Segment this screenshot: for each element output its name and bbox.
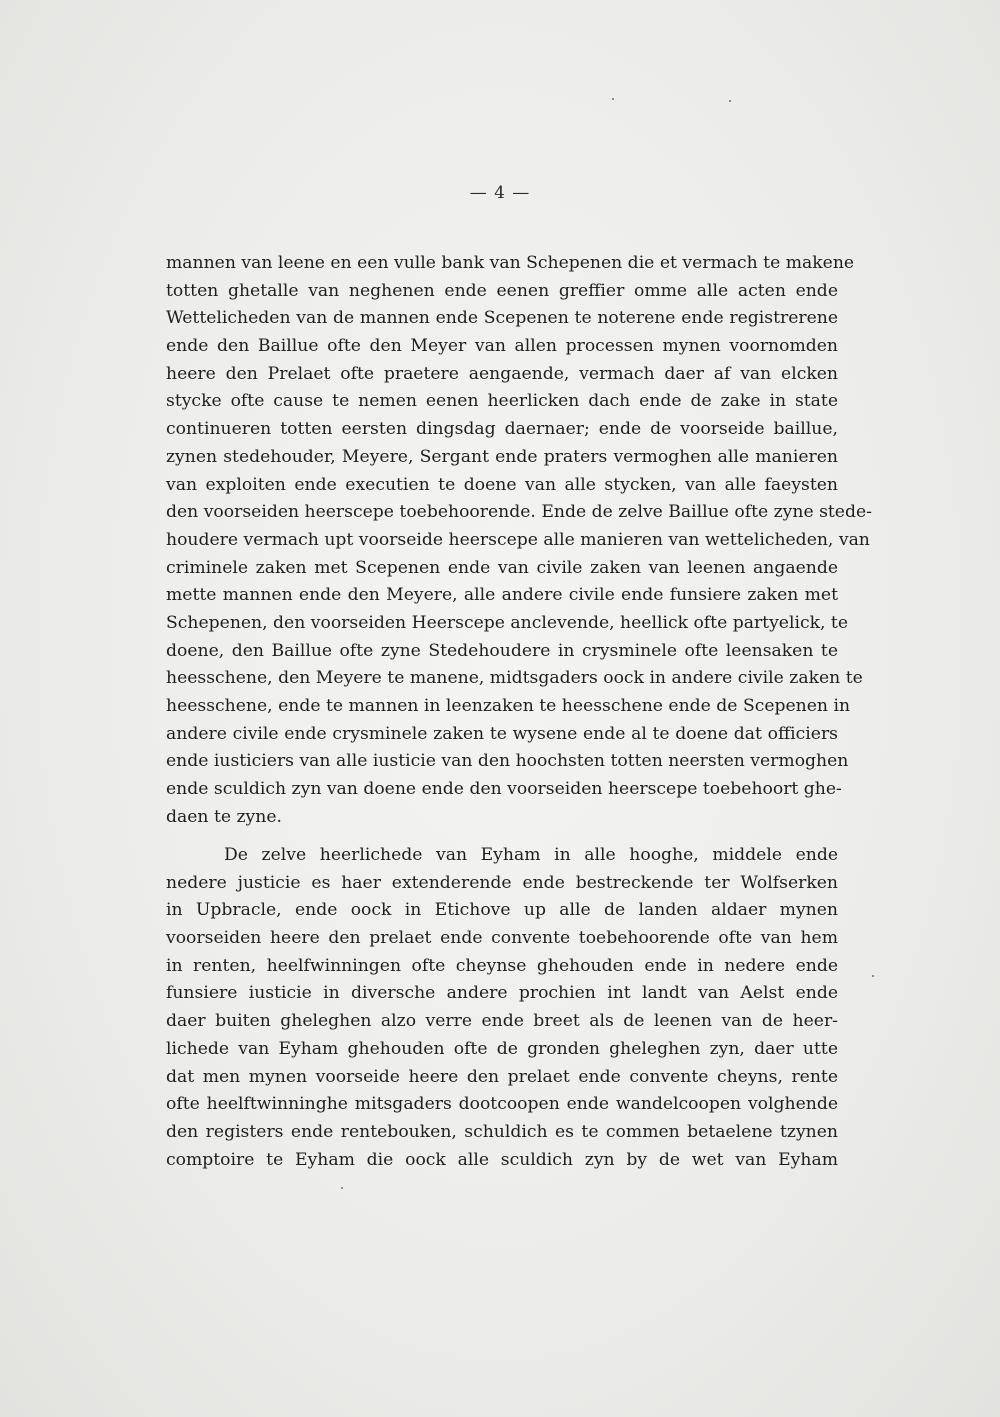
text-line: den voorseiden heerscepe toebehoorende. Ende de zelve Baillue ofte zyne stede- xyxy=(166,502,872,523)
text-line: De zelve heerlichede van Eyham in alle hooghe, middele ende xyxy=(224,845,838,865)
text-line: andere civile ende crysminele zaken te wysene ende al te doene dat officiers xyxy=(166,723,838,744)
text-line: doene, den Baillue ofte zyne Stedehoudere in crysminele ofte leensaken te xyxy=(166,640,838,661)
text-line: daer buiten gheleghen alzo verre ende breet als de leenen van de heer- xyxy=(166,1011,838,1032)
paragraph-2 xyxy=(166,842,838,1174)
text-line: ende den Baillue ofte den Meyer van allen processen mynen voornomden xyxy=(166,336,838,357)
text-line: in Upbracle, ende oock in Etichove up alle de landen aldaer mynen xyxy=(166,900,838,921)
text-line: ende iusticiers van alle iusticie van den hoochsten totten neersten vermoghen xyxy=(166,751,849,772)
page-number: — 4 — xyxy=(469,183,531,203)
text-line: heesschene, den Meyere te manene, midtsgaders oock in andere civile zaken te xyxy=(166,668,863,689)
text-line: comptoire te Eyham die oock alle sculdich zyn by de wet van Eyham xyxy=(166,1149,838,1170)
text-line: continueren totten eersten dingsdag daernaer; ende de voorseide baillue, xyxy=(166,419,838,440)
text-line: zynen stedehouder, Meyere, Sergant ende praters vermoghen alle manieren xyxy=(166,446,838,467)
text-line: criminele zaken met Scepenen ende van civile zaken van leenen angaende xyxy=(166,557,838,578)
paper-speck xyxy=(341,1187,343,1189)
text-line: Schepenen, den voorseiden Heerscepe anclevende, heellick ofte partyelick, te xyxy=(166,612,848,633)
text-line: ofte heelftwinninghe mitsgaders dootcoopen ende wandelcoopen volghende xyxy=(166,1094,838,1115)
text-line: houdere vermach upt voorseide heerscepe alle manieren van wettelicheden, van xyxy=(166,529,870,550)
text-line: dat men mynen voorseide heere den prelaet ende convente cheyns, rente xyxy=(166,1066,838,1087)
text-line: nedere justicie es haer extenderende ende bestreckende ter Wolfserken xyxy=(166,872,838,893)
paragraph-1 xyxy=(166,250,872,831)
paper-speck xyxy=(872,975,874,977)
text-line: totten ghetalle van neghenen ende eenen greffier omme alle acten ende xyxy=(166,280,838,301)
text-line: mette mannen ende den Meyere, alle andere civile ende funsiere zaken met xyxy=(166,585,838,606)
paper-speck xyxy=(729,100,731,102)
text-line: lichede van Eyham ghehouden ofte de gronden gheleghen zyn, daer utte xyxy=(166,1038,838,1059)
text-line: in renten, heelfwinningen ofte cheynse ghehouden ende in nedere ende xyxy=(166,955,838,976)
text-line: funsiere iusticie in diversche andere prochien int landt van Aelst ende xyxy=(166,983,838,1004)
text-line: Wettelicheden van de mannen ende Scepenen te noterene ende registrerene xyxy=(166,308,838,329)
text-line: den registers ende rentebouken, schuldich es te commen betaelene tzynen xyxy=(166,1121,838,1142)
text-line: mannen van leene en een vulle bank van Schepenen die et vermach te makene xyxy=(166,253,855,273)
text-line: voorseiden heere den prelaet ende convente toebehoorende ofte van hem xyxy=(166,928,838,949)
text-line: heesschene, ende te mannen in leenzaken te heesschene ende de Scepenen in xyxy=(166,696,851,716)
text-line: daen te zyne. xyxy=(166,806,282,827)
paper-speck xyxy=(612,98,614,100)
text-line: heere den Prelaet ofte praetere aengaende, vermach daer af van elcken xyxy=(166,363,838,384)
text-line: ende sculdich zyn van doene ende den voorseiden heerscepe toebehoort ghe- xyxy=(166,779,842,800)
text-line: van exploiten ende executien te doene van alle stycken, van alle faeysten xyxy=(166,474,838,495)
text-line: stycke ofte cause te nemen eenen heerlicken dach ende de zake in state xyxy=(166,391,838,412)
